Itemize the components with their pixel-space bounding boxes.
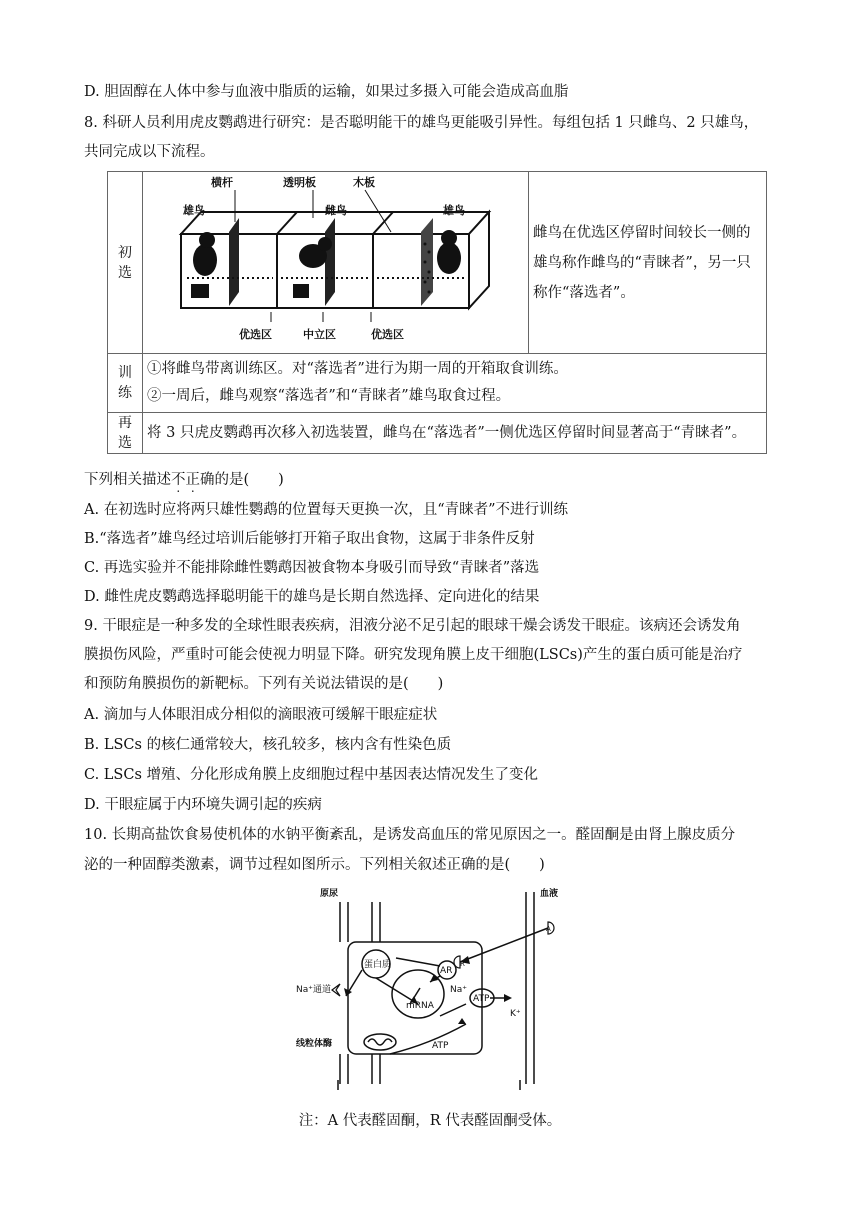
q8-experiment-table xyxy=(107,171,767,454)
table-row-initial-selection xyxy=(108,172,767,354)
label-neutral-zone: 中立区 xyxy=(303,328,336,341)
q10-stem-line-2: 泌的一种固醇类激素，调节过程如图所示。下列相关叙述正确的是( ) xyxy=(84,857,545,873)
q7-option-d: D. 胆固醇在人体中参与血液中脂质的运输，如果过多摄入可能会造成高血脂 xyxy=(84,84,569,100)
initial-selection-diagram xyxy=(143,172,529,354)
label-male-right: 雄鸟 xyxy=(443,204,465,217)
reselection-description: 将 3 只虎皮鹦鹉再次移入初选装置，雌鸟在“落选者”一侧优选区停留时间显著高于“青睐者”。 xyxy=(143,413,767,454)
label-wood-board: 木板 xyxy=(353,176,375,189)
q10-stem-line-1: 10. 长期高盐饮食易使机体的水钠平衡紊乱，是诱发高血压的常见原因之一。醛固酮是由肾上腺皮质分 xyxy=(84,827,736,843)
table-row-training xyxy=(108,354,767,413)
q9-stem-line-1: 9. 干眼症是一种多发的全球性眼表疾病，泪液分泌不足引起的眼球干燥会诱发干眼症。该病还会诱发角 xyxy=(84,618,741,634)
training-step-1: ①将雌鸟带离训练区。对“落选者”进行为期一周的开箱取食训练。 xyxy=(147,361,568,377)
q9-option-b: B. LSCs 的核仁通常较大，核孔较多，核内含有性染色质 xyxy=(84,737,452,753)
q8-option-a: A. 在初选时应将两只雄性鹦鹉的位置每天更换一次，且“青睐者”不进行训练 xyxy=(84,502,569,518)
q9-option-d: D. 干眼症属于内环境失调引起的疾病 xyxy=(84,797,322,813)
table-row-reselection xyxy=(108,413,767,454)
label-na-ion: Na⁺ xyxy=(450,985,467,995)
label-na-channel: Na⁺通道 xyxy=(296,985,331,995)
q8-option-d: D. 雌性虎皮鹦鹉选择聪明能干的雄鸟是长期自然选择、定向进化的结果 xyxy=(84,589,540,605)
label-mrna: mRNA xyxy=(406,1001,434,1011)
stage-label-initial: 初 选 xyxy=(108,172,143,354)
cage-apparatus-diagram xyxy=(143,172,528,349)
label-r: R xyxy=(460,960,465,968)
label-atp: ATP xyxy=(432,1041,449,1051)
training-step-2: ②一周后，雌鸟观察“落选者”和“青睐者”雄鸟取食过程。 xyxy=(147,388,511,404)
training-description xyxy=(143,354,767,413)
q8-stem-line-1: 8. 科研人员利用虎皮鹦鹉进行研究：是否聪明能干的雄鸟更能吸引异性。每组包括 1 只雌鸟、2 只雄鸟， xyxy=(84,115,759,131)
q9-option-c: C. LSCs 增殖、分化形成角膜上皮细胞过程中基因表达情况发生了变化 xyxy=(84,767,539,783)
label-blood: 血液 xyxy=(540,889,559,899)
label-primary-urine: 原尿 xyxy=(320,889,339,899)
q9-stem-line-2: 膜损伤风险，严重时可能会使视力明显下降。研究发现角膜上皮干细胞(LSCs)产生的蛋白质可能是治疗 xyxy=(84,647,743,663)
emphasis-char-2: 正 xyxy=(185,472,200,488)
q8-question: 下列相关描述不正确的是( ) xyxy=(84,472,284,488)
label-female: 雌鸟 xyxy=(325,204,347,217)
label-protein: 蛋白质 xyxy=(364,960,392,970)
label-preference-zone-left: 优选区 xyxy=(239,328,272,341)
aldosterone-regulation-diagram xyxy=(290,884,575,1094)
stage-label-training: 训 练 xyxy=(108,354,143,413)
label-male-left: 雄鸟 xyxy=(183,204,205,217)
label-perch: 横杆 xyxy=(211,176,233,189)
q8-stem-line-2: 共同完成以下流程。 xyxy=(84,144,215,160)
label-transparent-board: 透明板 xyxy=(283,176,316,189)
label-a: A xyxy=(546,925,551,933)
label-k-ion: K⁺ xyxy=(510,1009,521,1019)
label-ar: AR xyxy=(440,966,453,976)
q9-stem-line-3: 和预防角膜损伤的新靶标。下列有关说法错误的是( ) xyxy=(84,676,444,692)
label-atp-pump: ATP xyxy=(473,994,490,1004)
q8-option-b: B.“落选者”雄鸟经过培训后能够打开箱子取出食物，这属于非条件反射 xyxy=(84,531,535,547)
q10-figure-note: 注：A 代表醛固酮，R 代表醛固酮受体。 xyxy=(298,1113,562,1129)
label-preference-zone-right: 优选区 xyxy=(371,328,404,341)
stage-label-reselection: 再 选 xyxy=(108,413,143,454)
initial-selection-description: 雌鸟在优选区停留时间较长一侧的雄鸟称作雌鸟的“青睐者”，另一只称作“落选者”。 xyxy=(529,172,767,354)
label-mitochondrial-enzyme: 线粒体酶 xyxy=(296,1039,333,1049)
emphasis-char-1: 不 xyxy=(171,472,186,488)
q9-option-a: A. 滴加与人体眼泪成分相似的滴眼液可缓解干眼症症状 xyxy=(84,707,438,723)
q8-option-c: C. 再选实验并不能排除雌性鹦鹉因被食物本身吸引而导致“青睐者”落选 xyxy=(84,560,540,576)
